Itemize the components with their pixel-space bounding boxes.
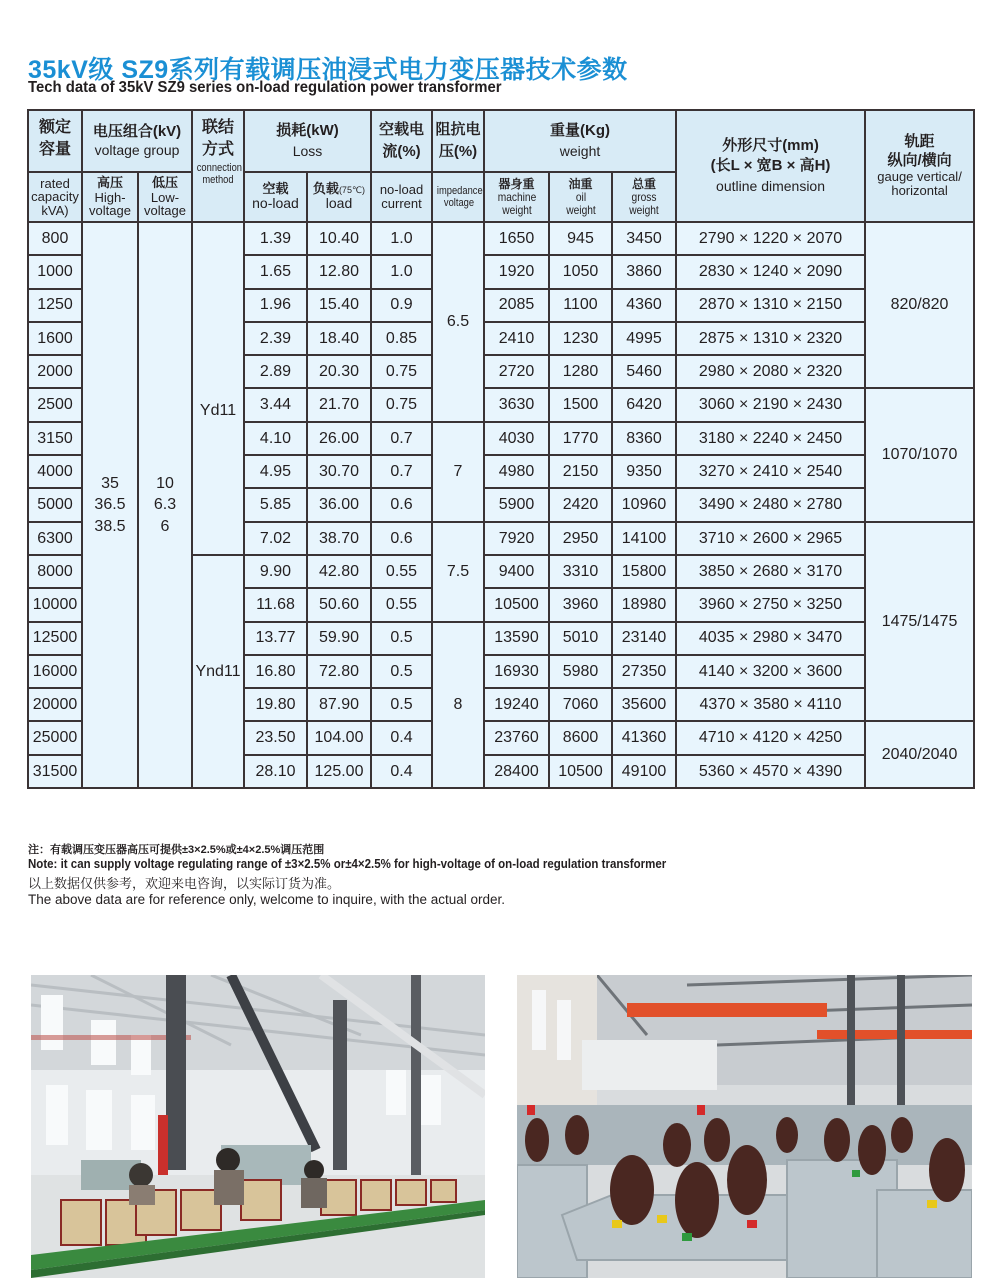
cell-load-loss: 36.00 bbox=[307, 488, 371, 521]
header-high-en: High-voltage bbox=[89, 189, 131, 219]
cell-machine-weight: 2410 bbox=[484, 322, 549, 355]
cell-gross-weight: 3450 bbox=[612, 222, 676, 255]
cell-dimension: 4035 × 2980 × 3470 bbox=[676, 622, 865, 655]
header-gauge-cn2: 纵向/横向 bbox=[887, 152, 952, 170]
cell-noload-current: 0.5 bbox=[371, 622, 432, 655]
header-gross-en: gross weight bbox=[629, 190, 659, 217]
cell-gross-weight: 8360 bbox=[612, 422, 676, 455]
cell-noload-current: 0.6 bbox=[371, 522, 432, 555]
cell-capacity: 800 bbox=[28, 222, 82, 255]
header-machine-en: machine weight bbox=[497, 190, 536, 217]
cell-noload-current: 0.4 bbox=[371, 755, 432, 788]
cell-oil-weight: 3960 bbox=[549, 588, 612, 621]
cell-gross-weight: 18980 bbox=[612, 588, 676, 621]
notes-section bbox=[28, 841, 928, 907]
cell-gross-weight: 9350 bbox=[612, 455, 676, 488]
header-high-cn: 高压 bbox=[96, 175, 123, 191]
header-oil-en: oil weight bbox=[565, 190, 596, 217]
cell-noload-loss: 3.44 bbox=[244, 388, 307, 421]
cell-machine-weight: 7920 bbox=[484, 522, 549, 555]
page-subtitle: Tech data of 35kV SZ9 series on-load regulation power transformer bbox=[28, 79, 502, 96]
cell-connection: Yd11 bbox=[192, 222, 244, 555]
cell-oil-weight: 1100 bbox=[549, 289, 612, 322]
header-impedance-en bbox=[432, 172, 484, 222]
cell-oil-weight: 1500 bbox=[549, 388, 612, 421]
cell-noload-current: 1.0 bbox=[371, 222, 432, 255]
cell-capacity: 20000 bbox=[28, 688, 82, 721]
cell-noload-current: 0.7 bbox=[371, 422, 432, 455]
cell-dimension: 2790 × 1220 × 2070 bbox=[676, 222, 865, 255]
cell-gross-weight: 15800 bbox=[612, 555, 676, 588]
low-voltage-value: 10 bbox=[156, 474, 174, 492]
header-dimension-cn: 外形尺寸(mm) bbox=[722, 136, 819, 154]
spec-table-body bbox=[28, 222, 974, 788]
cell-noload-current: 0.6 bbox=[371, 488, 432, 521]
cell-gross-weight: 41360 bbox=[612, 721, 676, 754]
cell-impedance: 6.5 bbox=[432, 222, 484, 422]
header-gauge-en: gauge vertical/ horizontal bbox=[877, 168, 962, 198]
cell-oil-weight: 1280 bbox=[549, 355, 612, 388]
cell-oil-weight: 10500 bbox=[549, 755, 612, 788]
header-gauge bbox=[865, 110, 974, 222]
header-capacity-cn: 额定容量 bbox=[38, 119, 71, 158]
cell-oil-weight: 1230 bbox=[549, 322, 612, 355]
header-impedance-cn: 阻抗电压(%) bbox=[435, 121, 481, 160]
cell-capacity: 31500 bbox=[28, 755, 82, 788]
cell-capacity: 25000 bbox=[28, 721, 82, 754]
header-weight bbox=[484, 110, 676, 172]
cell-noload-current: 0.55 bbox=[371, 555, 432, 588]
low-voltage-value: 6.3 bbox=[153, 496, 177, 514]
cell-noload-loss: 2.39 bbox=[244, 322, 307, 355]
disclaimer-cn: 以上数据仅供参考，欢迎来电咨询，以实际订货为准。 bbox=[28, 876, 341, 891]
cell-noload-loss: 13.77 bbox=[244, 622, 307, 655]
cell-gross-weight: 6420 bbox=[612, 388, 676, 421]
cell-low-voltage bbox=[138, 222, 192, 788]
cell-machine-weight: 4980 bbox=[484, 455, 549, 488]
cell-high-voltage bbox=[82, 222, 138, 788]
cell-capacity: 2500 bbox=[28, 388, 82, 421]
cell-capacity: 2000 bbox=[28, 355, 82, 388]
cell-noload-current: 0.75 bbox=[371, 388, 432, 421]
header-dimension-cn2: (长L × 宽B × 高H) bbox=[710, 157, 831, 175]
cell-dimension: 3060 × 2190 × 2430 bbox=[676, 388, 865, 421]
cell-machine-weight: 9400 bbox=[484, 555, 549, 588]
note-cn: 注：有载调压变压器高压可提供±3×2.5%或±4×2.5%调压范围 bbox=[28, 844, 325, 856]
cell-noload-current: 0.4 bbox=[371, 721, 432, 754]
cell-impedance: 8 bbox=[432, 622, 484, 788]
cell-gross-weight: 5460 bbox=[612, 355, 676, 388]
cell-machine-weight: 23760 bbox=[484, 721, 549, 754]
cell-oil-weight: 3310 bbox=[549, 555, 612, 588]
cell-noload-loss: 16.80 bbox=[244, 655, 307, 688]
header-machine-weight bbox=[484, 172, 549, 222]
cell-noload-current: 0.5 bbox=[371, 655, 432, 688]
header-dimension bbox=[676, 110, 865, 222]
cell-load-loss: 50.60 bbox=[307, 588, 371, 621]
cell-load-loss: 12.80 bbox=[307, 255, 371, 288]
cell-dimension: 2870 × 1310 × 2150 bbox=[676, 289, 865, 322]
low-voltage-value: 6 bbox=[160, 517, 170, 535]
cell-load-loss: 20.30 bbox=[307, 355, 371, 388]
cell-gauge: 1070/1070 bbox=[865, 388, 974, 521]
header-high-voltage bbox=[82, 172, 138, 222]
header-voltage-group-cn: 电压组合(kV) bbox=[92, 122, 182, 140]
header-load-cn: 负载 bbox=[312, 181, 339, 197]
header-weight-cn: 重量(Kg) bbox=[550, 121, 611, 139]
header-oil-weight bbox=[549, 172, 612, 222]
cell-noload-loss: 4.10 bbox=[244, 422, 307, 455]
cell-capacity: 3150 bbox=[28, 422, 82, 455]
header-current-en-text: no-load current bbox=[379, 181, 424, 211]
cell-noload-loss: 19.80 bbox=[244, 688, 307, 721]
cell-capacity: 1000 bbox=[28, 255, 82, 288]
cell-machine-weight: 10500 bbox=[484, 588, 549, 621]
cell-gross-weight: 4360 bbox=[612, 289, 676, 322]
cell-oil-weight: 5980 bbox=[549, 655, 612, 688]
table-row bbox=[28, 222, 974, 255]
header-capacity-en-text: rated capacity kVA) bbox=[31, 175, 79, 218]
cell-capacity: 12500 bbox=[28, 622, 82, 655]
cell-dimension: 2980 × 2080 × 2320 bbox=[676, 355, 865, 388]
cell-capacity: 6300 bbox=[28, 522, 82, 555]
cell-load-loss: 59.90 bbox=[307, 622, 371, 655]
cell-dimension: 4140 × 3200 × 3600 bbox=[676, 655, 865, 688]
cell-machine-weight: 28400 bbox=[484, 755, 549, 788]
note-en: Note: it can supply voltage regulating range of ±3×2.5% or±4×2.5% for high-voltage of on-load regulation transformer bbox=[28, 857, 667, 871]
high-voltage-value: 38.5 bbox=[94, 517, 126, 535]
header-current-cn: 空载电流(%) bbox=[378, 121, 424, 160]
cell-noload-current: 0.9 bbox=[371, 289, 432, 322]
cell-dimension: 3180 × 2240 × 2450 bbox=[676, 422, 865, 455]
header-impedance bbox=[432, 110, 484, 172]
cell-machine-weight: 16930 bbox=[484, 655, 549, 688]
cell-noload-current: 0.55 bbox=[371, 588, 432, 621]
cell-load-loss: 30.70 bbox=[307, 455, 371, 488]
cell-noload-current: 0.75 bbox=[371, 355, 432, 388]
cell-gauge: 2040/2040 bbox=[865, 721, 974, 788]
cell-gross-weight: 14100 bbox=[612, 522, 676, 555]
factory-assembly-photo bbox=[31, 975, 485, 1278]
cell-gross-weight: 35600 bbox=[612, 688, 676, 721]
cell-load-loss: 26.00 bbox=[307, 422, 371, 455]
header-capacity-en bbox=[28, 172, 82, 222]
cell-noload-loss: 1.39 bbox=[244, 222, 307, 255]
cell-load-loss: 38.70 bbox=[307, 522, 371, 555]
header-noload-cn: 空载 bbox=[262, 181, 289, 197]
high-voltage-value: 35 bbox=[101, 474, 119, 492]
header-connection-en: connection method bbox=[196, 162, 242, 187]
header-dimension-en: outline dimension bbox=[716, 177, 826, 194]
cell-connection: Ynd11 bbox=[192, 555, 244, 788]
cell-capacity: 16000 bbox=[28, 655, 82, 688]
cell-dimension: 4370 × 3580 × 4110 bbox=[676, 688, 865, 721]
cell-load-loss: 72.80 bbox=[307, 655, 371, 688]
cell-capacity: 1600 bbox=[28, 322, 82, 355]
cell-gross-weight: 3860 bbox=[612, 255, 676, 288]
cell-dimension: 2875 × 1310 × 2320 bbox=[676, 322, 865, 355]
cell-machine-weight: 13590 bbox=[484, 622, 549, 655]
cell-capacity: 1250 bbox=[28, 289, 82, 322]
cell-dimension: 3710 × 2600 × 2965 bbox=[676, 522, 865, 555]
cell-noload-current: 0.85 bbox=[371, 322, 432, 355]
cell-dimension: 3490 × 2480 × 2780 bbox=[676, 488, 865, 521]
header-connection bbox=[192, 110, 244, 222]
cell-load-loss: 15.40 bbox=[307, 289, 371, 322]
cell-load-loss: 21.70 bbox=[307, 388, 371, 421]
header-low-cn: 低压 bbox=[151, 175, 178, 191]
high-voltage-value: 36.5 bbox=[94, 496, 126, 514]
cell-noload-loss: 23.50 bbox=[244, 721, 307, 754]
cell-impedance: 7 bbox=[432, 422, 484, 522]
cell-noload-loss: 5.85 bbox=[244, 488, 307, 521]
cell-oil-weight: 945 bbox=[549, 222, 612, 255]
cell-dimension: 5360 × 4570 × 4390 bbox=[676, 755, 865, 788]
cell-noload-loss: 1.65 bbox=[244, 255, 307, 288]
cell-oil-weight: 2950 bbox=[549, 522, 612, 555]
cell-oil-weight: 1770 bbox=[549, 422, 612, 455]
cell-capacity: 4000 bbox=[28, 455, 82, 488]
page-title: 35kV级 SZ9系列有载调压油浸式电力变压器技术参数 bbox=[28, 56, 628, 84]
cell-oil-weight: 2420 bbox=[549, 488, 612, 521]
cell-oil-weight: 2150 bbox=[549, 455, 612, 488]
header-loss-en: Loss bbox=[292, 143, 323, 160]
header-load-temp: (75℃) bbox=[338, 185, 366, 196]
header-low-en: Low-voltage bbox=[144, 189, 186, 219]
cell-machine-weight: 2720 bbox=[484, 355, 549, 388]
cell-machine-weight: 1650 bbox=[484, 222, 549, 255]
cell-noload-current: 1.0 bbox=[371, 255, 432, 288]
cell-noload-loss: 2.89 bbox=[244, 355, 307, 388]
header-voltage-group-en: voltage group bbox=[94, 142, 180, 159]
cell-noload-loss: 28.10 bbox=[244, 755, 307, 788]
cell-gauge: 1475/1475 bbox=[865, 522, 974, 722]
cell-oil-weight: 1050 bbox=[549, 255, 612, 288]
cell-machine-weight: 5900 bbox=[484, 488, 549, 521]
cell-gross-weight: 23140 bbox=[612, 622, 676, 655]
cell-machine-weight: 19240 bbox=[484, 688, 549, 721]
cell-load-loss: 10.40 bbox=[307, 222, 371, 255]
cell-oil-weight: 8600 bbox=[549, 721, 612, 754]
cell-noload-loss: 9.90 bbox=[244, 555, 307, 588]
header-machine-cn: 器身重 bbox=[498, 176, 535, 191]
cell-dimension: 3960 × 2750 × 3250 bbox=[676, 588, 865, 621]
cell-gross-weight: 4995 bbox=[612, 322, 676, 355]
cell-noload-loss: 1.96 bbox=[244, 289, 307, 322]
cell-dimension: 2830 × 1240 × 2090 bbox=[676, 255, 865, 288]
header-low-voltage bbox=[138, 172, 192, 222]
cell-oil-weight: 5010 bbox=[549, 622, 612, 655]
cell-oil-weight: 7060 bbox=[549, 688, 612, 721]
cell-noload-loss: 4.95 bbox=[244, 455, 307, 488]
cell-capacity: 8000 bbox=[28, 555, 82, 588]
header-voltage-group bbox=[82, 110, 192, 172]
header-connection-cn: 联结方式 bbox=[201, 119, 234, 158]
header-gauge-cn: 轨距 bbox=[904, 132, 935, 150]
cell-load-loss: 87.90 bbox=[307, 688, 371, 721]
cell-machine-weight: 1920 bbox=[484, 255, 549, 288]
cell-capacity: 5000 bbox=[28, 488, 82, 521]
header-noload-en: no-load bbox=[252, 195, 299, 212]
header-load-en: load bbox=[325, 195, 353, 212]
header-current bbox=[371, 110, 432, 172]
header-noload-loss bbox=[244, 172, 307, 222]
cell-noload-current: 0.5 bbox=[371, 688, 432, 721]
disclaimer-en: The above data are for reference only, welcome to inquire, with the actual order. bbox=[28, 892, 506, 907]
cell-machine-weight: 2085 bbox=[484, 289, 549, 322]
cell-gauge: 820/820 bbox=[865, 222, 974, 388]
cell-capacity: 10000 bbox=[28, 588, 82, 621]
header-loss-cn: 损耗(kW) bbox=[276, 121, 339, 139]
transformer-warehouse-photo bbox=[517, 975, 972, 1278]
cell-gross-weight: 27350 bbox=[612, 655, 676, 688]
header-oil-cn: 油重 bbox=[568, 176, 593, 191]
cell-gross-weight: 10960 bbox=[612, 488, 676, 521]
header-loss bbox=[244, 110, 371, 172]
cell-noload-loss: 7.02 bbox=[244, 522, 307, 555]
cell-load-loss: 42.80 bbox=[307, 555, 371, 588]
header-weight-en: weight bbox=[559, 143, 601, 160]
cell-dimension: 3270 × 2410 × 2540 bbox=[676, 455, 865, 488]
header-capacity bbox=[28, 110, 82, 172]
header-load-loss bbox=[307, 172, 371, 222]
cell-dimension: 4710 × 4120 × 4250 bbox=[676, 721, 865, 754]
header-impedance-en-text: impedance voltage bbox=[436, 184, 483, 209]
header-gross-weight bbox=[612, 172, 676, 222]
cell-impedance: 7.5 bbox=[432, 522, 484, 622]
header-gross-cn: 总重 bbox=[632, 176, 657, 191]
spec-table bbox=[27, 109, 975, 789]
cell-load-loss: 104.00 bbox=[307, 721, 371, 754]
cell-load-loss: 125.00 bbox=[307, 755, 371, 788]
cell-noload-loss: 11.68 bbox=[244, 588, 307, 621]
cell-gross-weight: 49100 bbox=[612, 755, 676, 788]
cell-noload-current: 0.7 bbox=[371, 455, 432, 488]
cell-dimension: 3850 × 2680 × 3170 bbox=[676, 555, 865, 588]
cell-machine-weight: 4030 bbox=[484, 422, 549, 455]
cell-machine-weight: 3630 bbox=[484, 388, 549, 421]
cell-load-loss: 18.40 bbox=[307, 322, 371, 355]
header-current-en bbox=[371, 172, 432, 222]
